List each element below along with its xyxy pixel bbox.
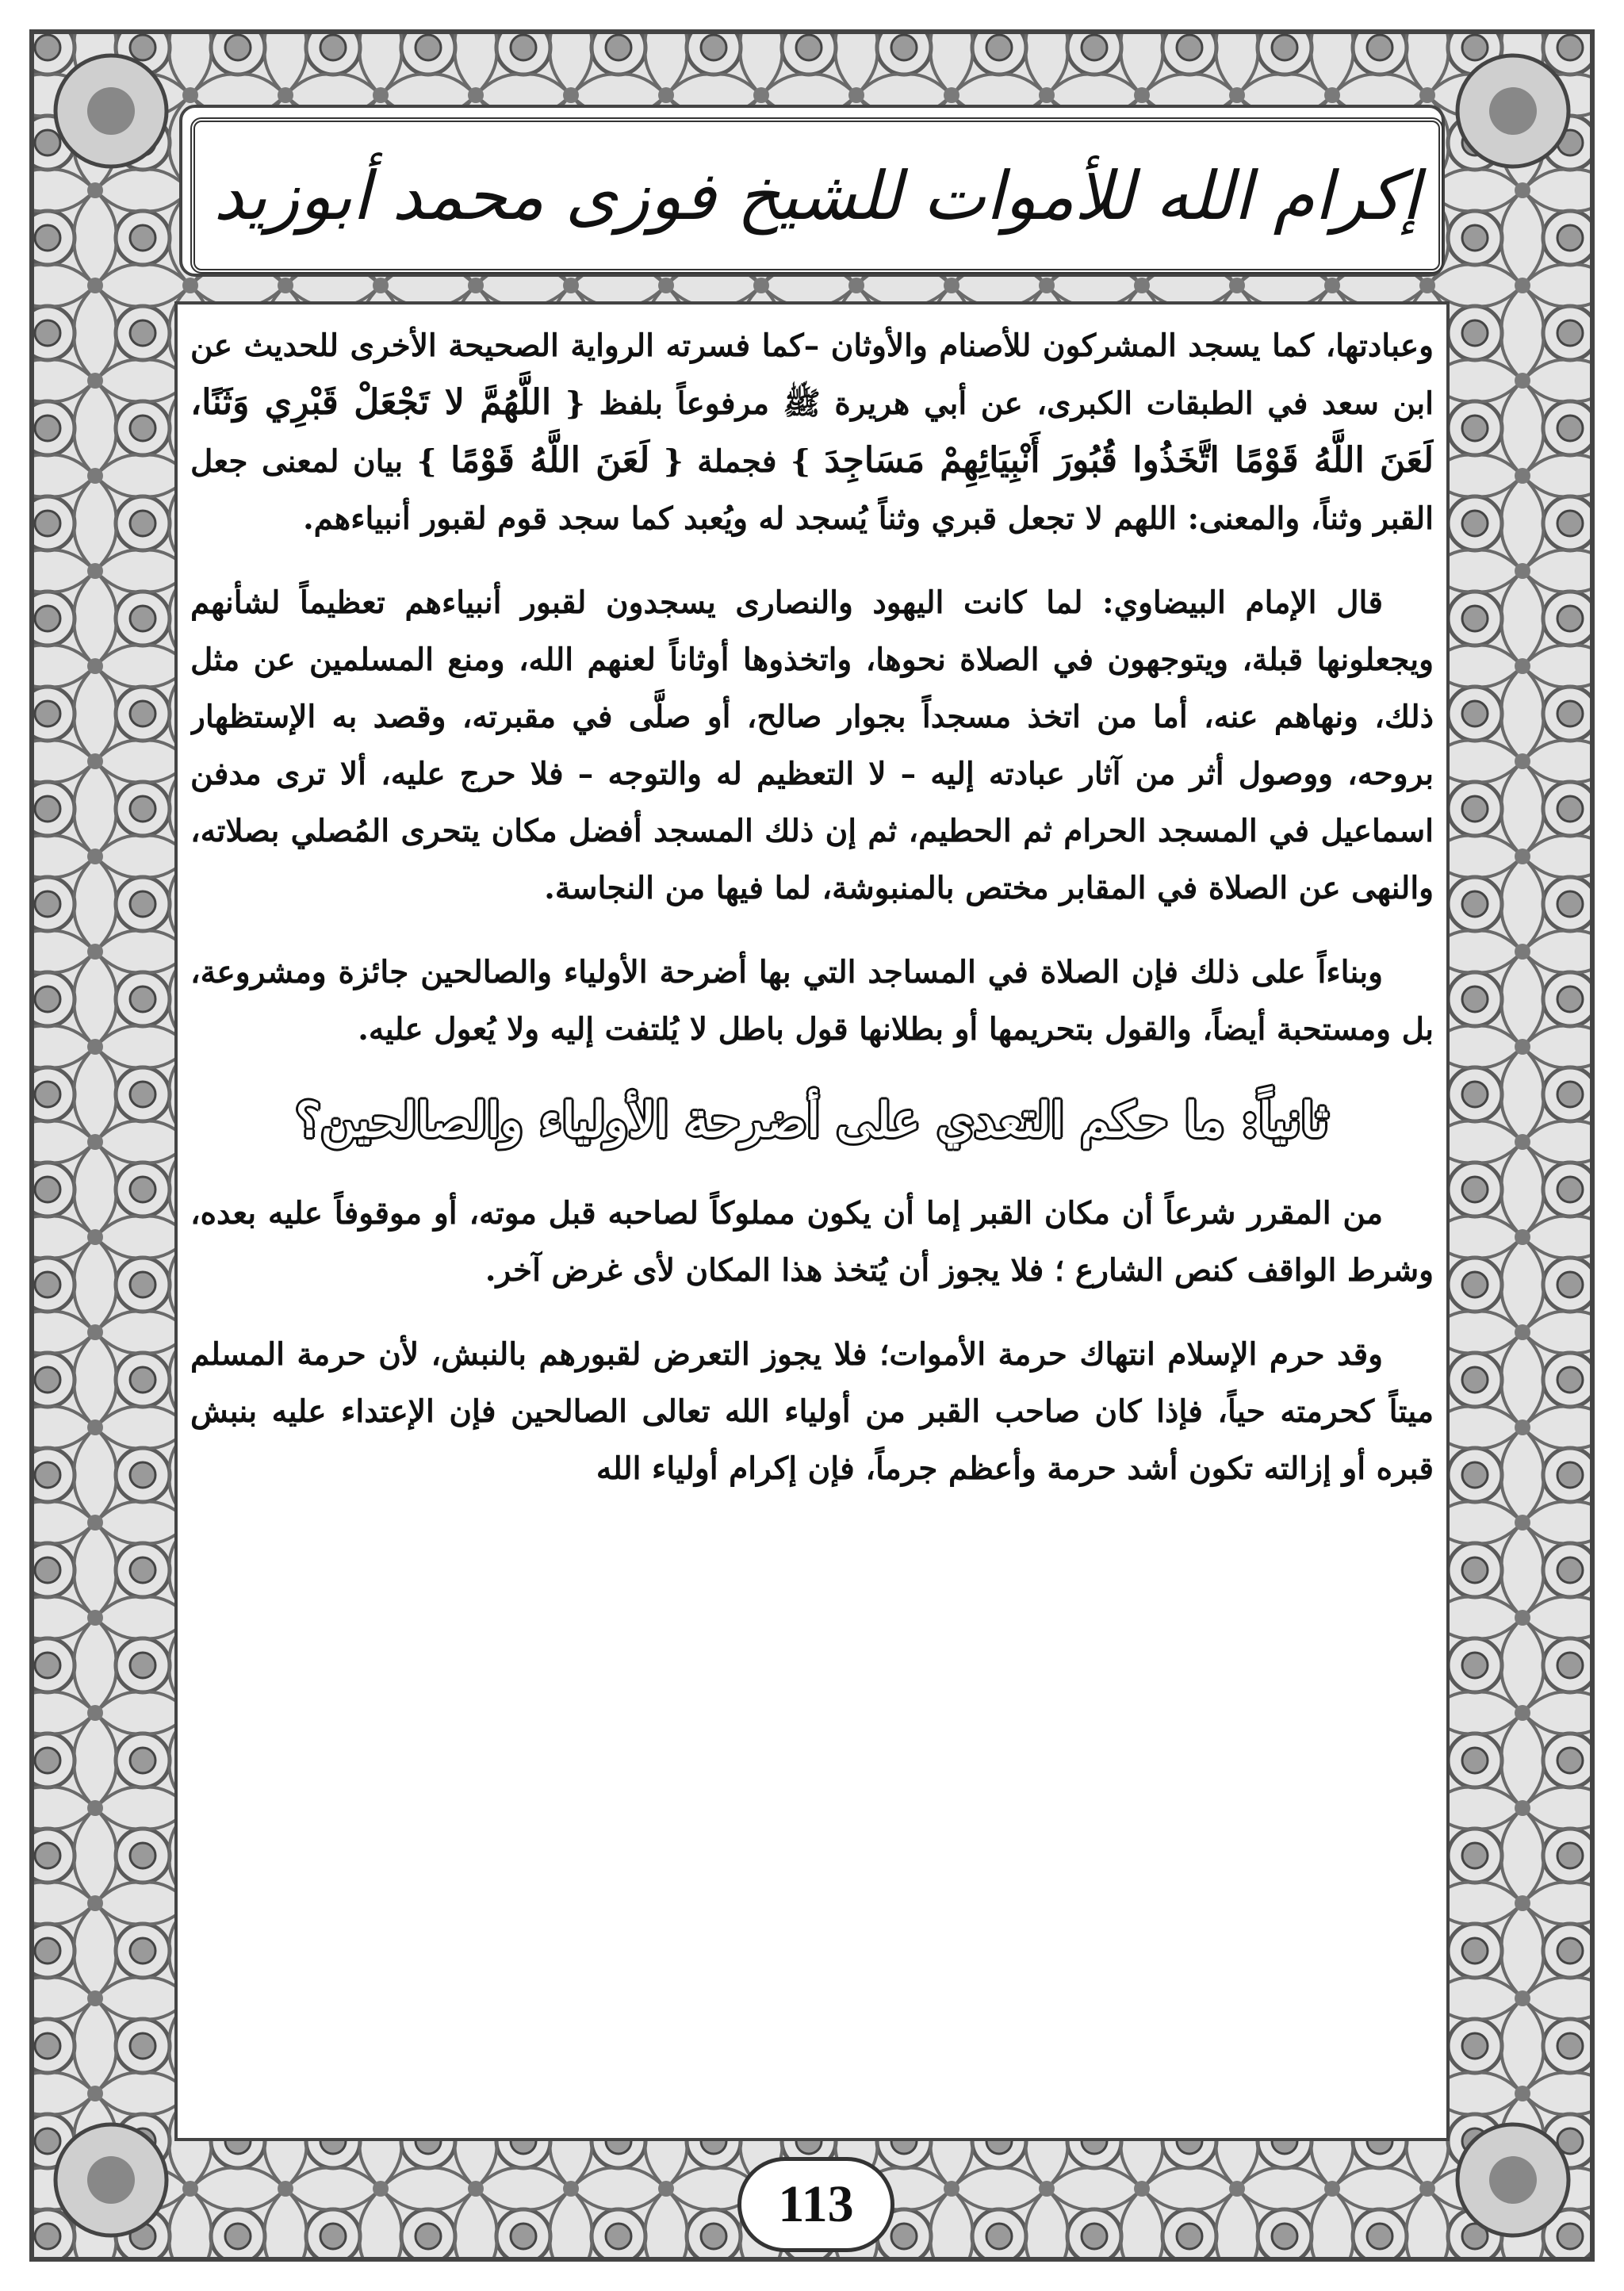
book-title: إكرام الله للأموات للشيخ فوزى محمد أبوزيد — [213, 156, 1420, 235]
paragraph-2: قال الإمام البيضاوي: لما كانت اليهود والنصارى يسجدون لقبور أنبياءهم تعظيماً لشأنهم ويجعلونها قبلة، ويتوجهون في الصلاة نحوها، واتخذوها أوثاناً لعنهم الله، ومنع المسلمين عن مثل ذلك، ونهاهم عنه، أما من اتخذ مسجداً بجوار صالح، أو صلَّى في مقبرته، وقصد به الإستظهار بروحه، ووصول أثر من آثار عبادته إليه – لا التعظيم له والتوجه – فلا حرج عليه، ألا ترى مدفن اسماعيل في المسجد الحرام ثم الحطيم، ثم إن ذلك المسجد أفضل مكان يتحرى المُصلي بصلاته، والنهى عن الصلاة في المقابر مختص بالمنبوشة، لما فيها من النجاسة. — [190, 584, 1434, 906]
page-text — [190, 317, 1434, 2125]
paragraph-4: من المقرر شرعاً أن مكان القبر إما أن يكون مملوكاً لصاحبه قبل موته، أو موقوفاً عليه بعده، وشرط الواقف كنص الشارع ؛ فلا يجوز أن يُتخذ هذا المكان لأى غرض آخر. — [190, 1195, 1434, 1289]
hadith-quote-short: لَعَنَ اللَّهُ قَوْمًا — [450, 440, 650, 481]
paragraph-1-text-c: } بيان لمعنى جعل القبر وثناً، والمعنى: اللهم لا تجعل قبري وثناً يُسجد له ويُعبد كما سجد قوم لقبور أنبياءهم. — [190, 443, 1434, 537]
hadith-quote: اللَّهُمَّ لا تَجْعَلْ قَبْرِي وَثَنًا، لَعَنَ اللَّهُ قَوْمًا اتَّخَذُوا قُبُورَ أَنْبِيَائِهِمْ مَسَاجِدَ — [190, 382, 1434, 481]
page-number-badge — [737, 2157, 894, 2252]
section-heading: ثانياً: ما حكم التعدي على أضرحة الأولياء والصالحين؟ — [295, 1093, 1329, 1148]
paragraph-1-text-b: } فجملة { — [649, 443, 825, 480]
paragraph-5: وقد حرم الإسلام انتهاك حرمة الأموات؛ فلا يجوز التعرض لقبورهم بالنبش، لأن حرمة المسلم ميتاً كحرمته حياً، فإذا كان صاحب القبر من أولياء الله تعالى الصالحين فإن الإعتداء عليه بنبش قبره أو إزالته تكون أشد حرمة وأعظم جرماً، فإن إكرام أولياء الله — [190, 1336, 1434, 1487]
paragraph-1 — [190, 317, 1434, 547]
paragraph-1-text-a: وعبادتها، كما يسجد المشركون للأصنام والأوثان –كما فسرته الرواية الصحيحة الأخرى للحديث عن ابن سعد في الطبقات الكبرى، عن أبي هريرة ﷺ مرفوعاً بلفظ { — [190, 328, 1434, 422]
paragraph-3: وبناءاً على ذلك فإن الصلاة في المساجد التي بها أضرحة الأولياء والصالحين جائزة ومشروعة، بل ومستحبة أيضاً، والقول بتحريمها أو بطلانها قول باطل لا يُلتفت إليه ولا يُعول عليه. — [190, 954, 1434, 1048]
page-number: 113 — [778, 2175, 854, 2233]
header-banner — [190, 117, 1443, 274]
